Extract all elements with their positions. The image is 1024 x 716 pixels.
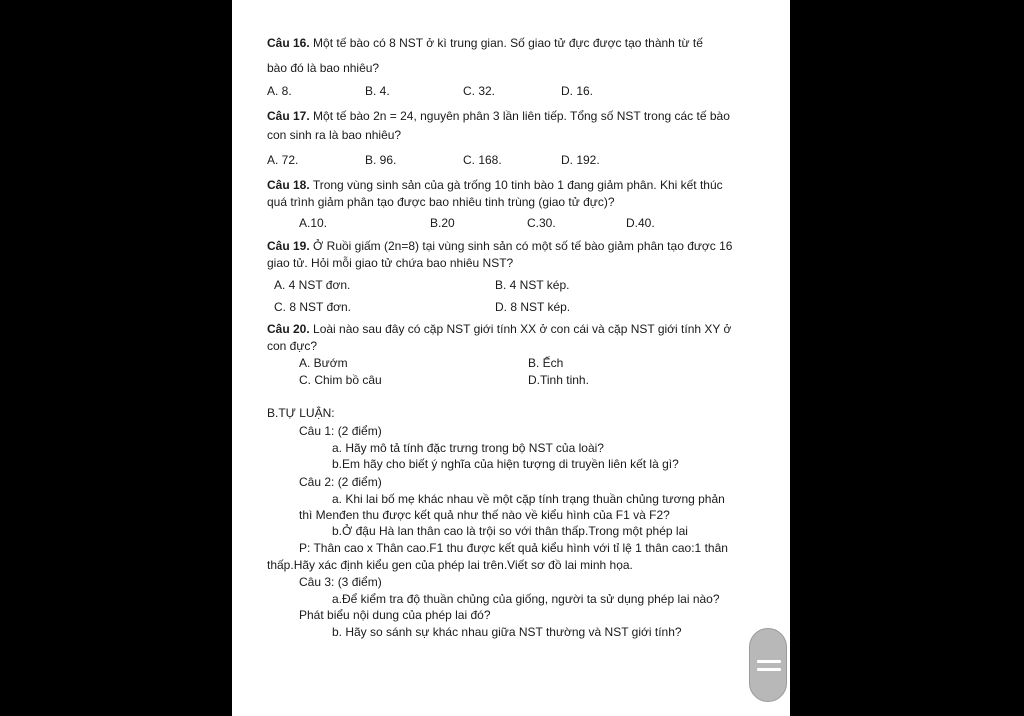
option-d: D.40. xyxy=(626,216,655,230)
question-label: Câu 18. xyxy=(267,178,310,192)
question-text-continued: quá trình giảm phân tạo được bao nhiêu tinh trùng (giao tử đực)? xyxy=(267,195,615,209)
question-label: Câu 19. xyxy=(267,239,310,253)
question-text-continued: con đực? xyxy=(267,339,318,353)
option-a: A. 8. xyxy=(267,84,292,98)
question-17 xyxy=(267,109,730,123)
question-text-continued: con sinh ra là bao nhiêu? xyxy=(267,128,402,142)
question-text: Loài nào sau đây có cặp NST giới tính XX ở con cái và cặp NST giới tính XY ở xyxy=(313,322,732,336)
essay-question-3b: b. Hãy so sánh sự khác nhau giữa NST thường và NST giới tính? xyxy=(332,625,682,639)
option-d: D. 8 NST kép. xyxy=(495,300,571,314)
option-b: B. 4 NST kép. xyxy=(495,278,570,292)
essay-heading: B.TỰ LUẬN: xyxy=(267,406,335,420)
option-b: B.20 xyxy=(430,216,455,230)
question-label: Câu 16. xyxy=(267,36,310,50)
essay-question-2a: a. Khi lai bố mẹ khác nhau về một cặp tính trạng thuần chủng tương phản xyxy=(332,492,725,506)
essay-question-1b: b.Em hãy cho biết ý nghĩa của hiện tượng di truyền liên kết là gì? xyxy=(332,457,679,471)
question-20 xyxy=(267,322,731,336)
option-d: D. 192. xyxy=(561,153,600,167)
essay-question-3a: a.Để kiểm tra độ thuần chủng của giống, người ta sử dụng phép lai nào? xyxy=(332,592,720,606)
option-d: D. 16. xyxy=(561,84,594,98)
option-b: B. 4. xyxy=(365,84,390,98)
option-a: A. 4 NST đơn. xyxy=(274,278,351,292)
question-18 xyxy=(267,178,723,192)
essay-question-2b-continued: thấp.Hãy xác định kiểu gen của phép lai trên.Viết sơ đồ lai minh họa. xyxy=(267,558,633,572)
question-text-continued: bào đó là bao nhiêu? xyxy=(267,61,380,75)
question-label: Câu 17. xyxy=(267,109,310,123)
question-19 xyxy=(267,239,732,253)
essay-question-3: Câu 3: (3 điểm) xyxy=(299,575,382,589)
option-b: B. Ếch xyxy=(528,356,564,370)
question-text: Trong vùng sinh sản của gà trống 10 tinh bào 1 đang giảm phân. Khi kết thúc xyxy=(312,178,723,192)
question-text: Ở Ruồi giấm (2n=8) tại vùng sinh sản có một số tế bào giảm phân tạo được 16 xyxy=(313,239,733,253)
question-text: Một tế bào có 8 NST ở kì trung gian. Số giao tử đực được tạo thành từ tế xyxy=(313,36,703,50)
option-a: A. Bướm xyxy=(299,356,348,370)
option-a: A. 72. xyxy=(267,153,299,167)
option-c: C. Chim bồ câu xyxy=(299,373,382,387)
question-text-continued: giao tử. Hỏi mỗi giao tử chứa bao nhiêu NST? xyxy=(267,256,514,270)
essay-question-1a: a. Hãy mô tả tính đặc trưng trong bộ NST của loài? xyxy=(332,441,604,455)
question-16 xyxy=(267,36,703,50)
option-b: B. 96. xyxy=(365,153,397,167)
option-c: C. 168. xyxy=(463,153,502,167)
essay-question-1: Câu 1: (2 điểm) xyxy=(299,424,382,438)
question-label: Câu 20. xyxy=(267,322,310,336)
option-c: C. 8 NST đơn. xyxy=(274,300,352,314)
scroll-handle[interactable] xyxy=(749,628,787,702)
option-c: C. 32. xyxy=(463,84,496,98)
essay-question-2a-continued: thì Menđen thu được kết quả như thế nào về kiểu hình của F1 và F2? xyxy=(299,508,670,522)
option-a: A.10. xyxy=(299,216,328,230)
option-d: D.Tinh tinh. xyxy=(528,373,589,387)
essay-question-2b: b.Ở đậu Hà lan thân cao là trội so với thân thấp.Trong một phép lai xyxy=(332,524,688,538)
essay-question-2b-continued: P: Thân cao x Thân cao.F1 thu được kết quả kiểu hình với tỉ lệ 1 thân cao:1 thân xyxy=(299,541,728,555)
essay-question-2: Câu 2: (2 điểm) xyxy=(299,475,382,489)
question-text: Một tế bào 2n = 24, nguyên phân 3 lần liên tiếp. Tổng số NST trong các tế bào xyxy=(313,109,730,123)
essay-question-3a-continued: Phát biểu nội dung của phép lai đó? xyxy=(299,608,491,622)
option-c: C.30. xyxy=(527,216,556,230)
